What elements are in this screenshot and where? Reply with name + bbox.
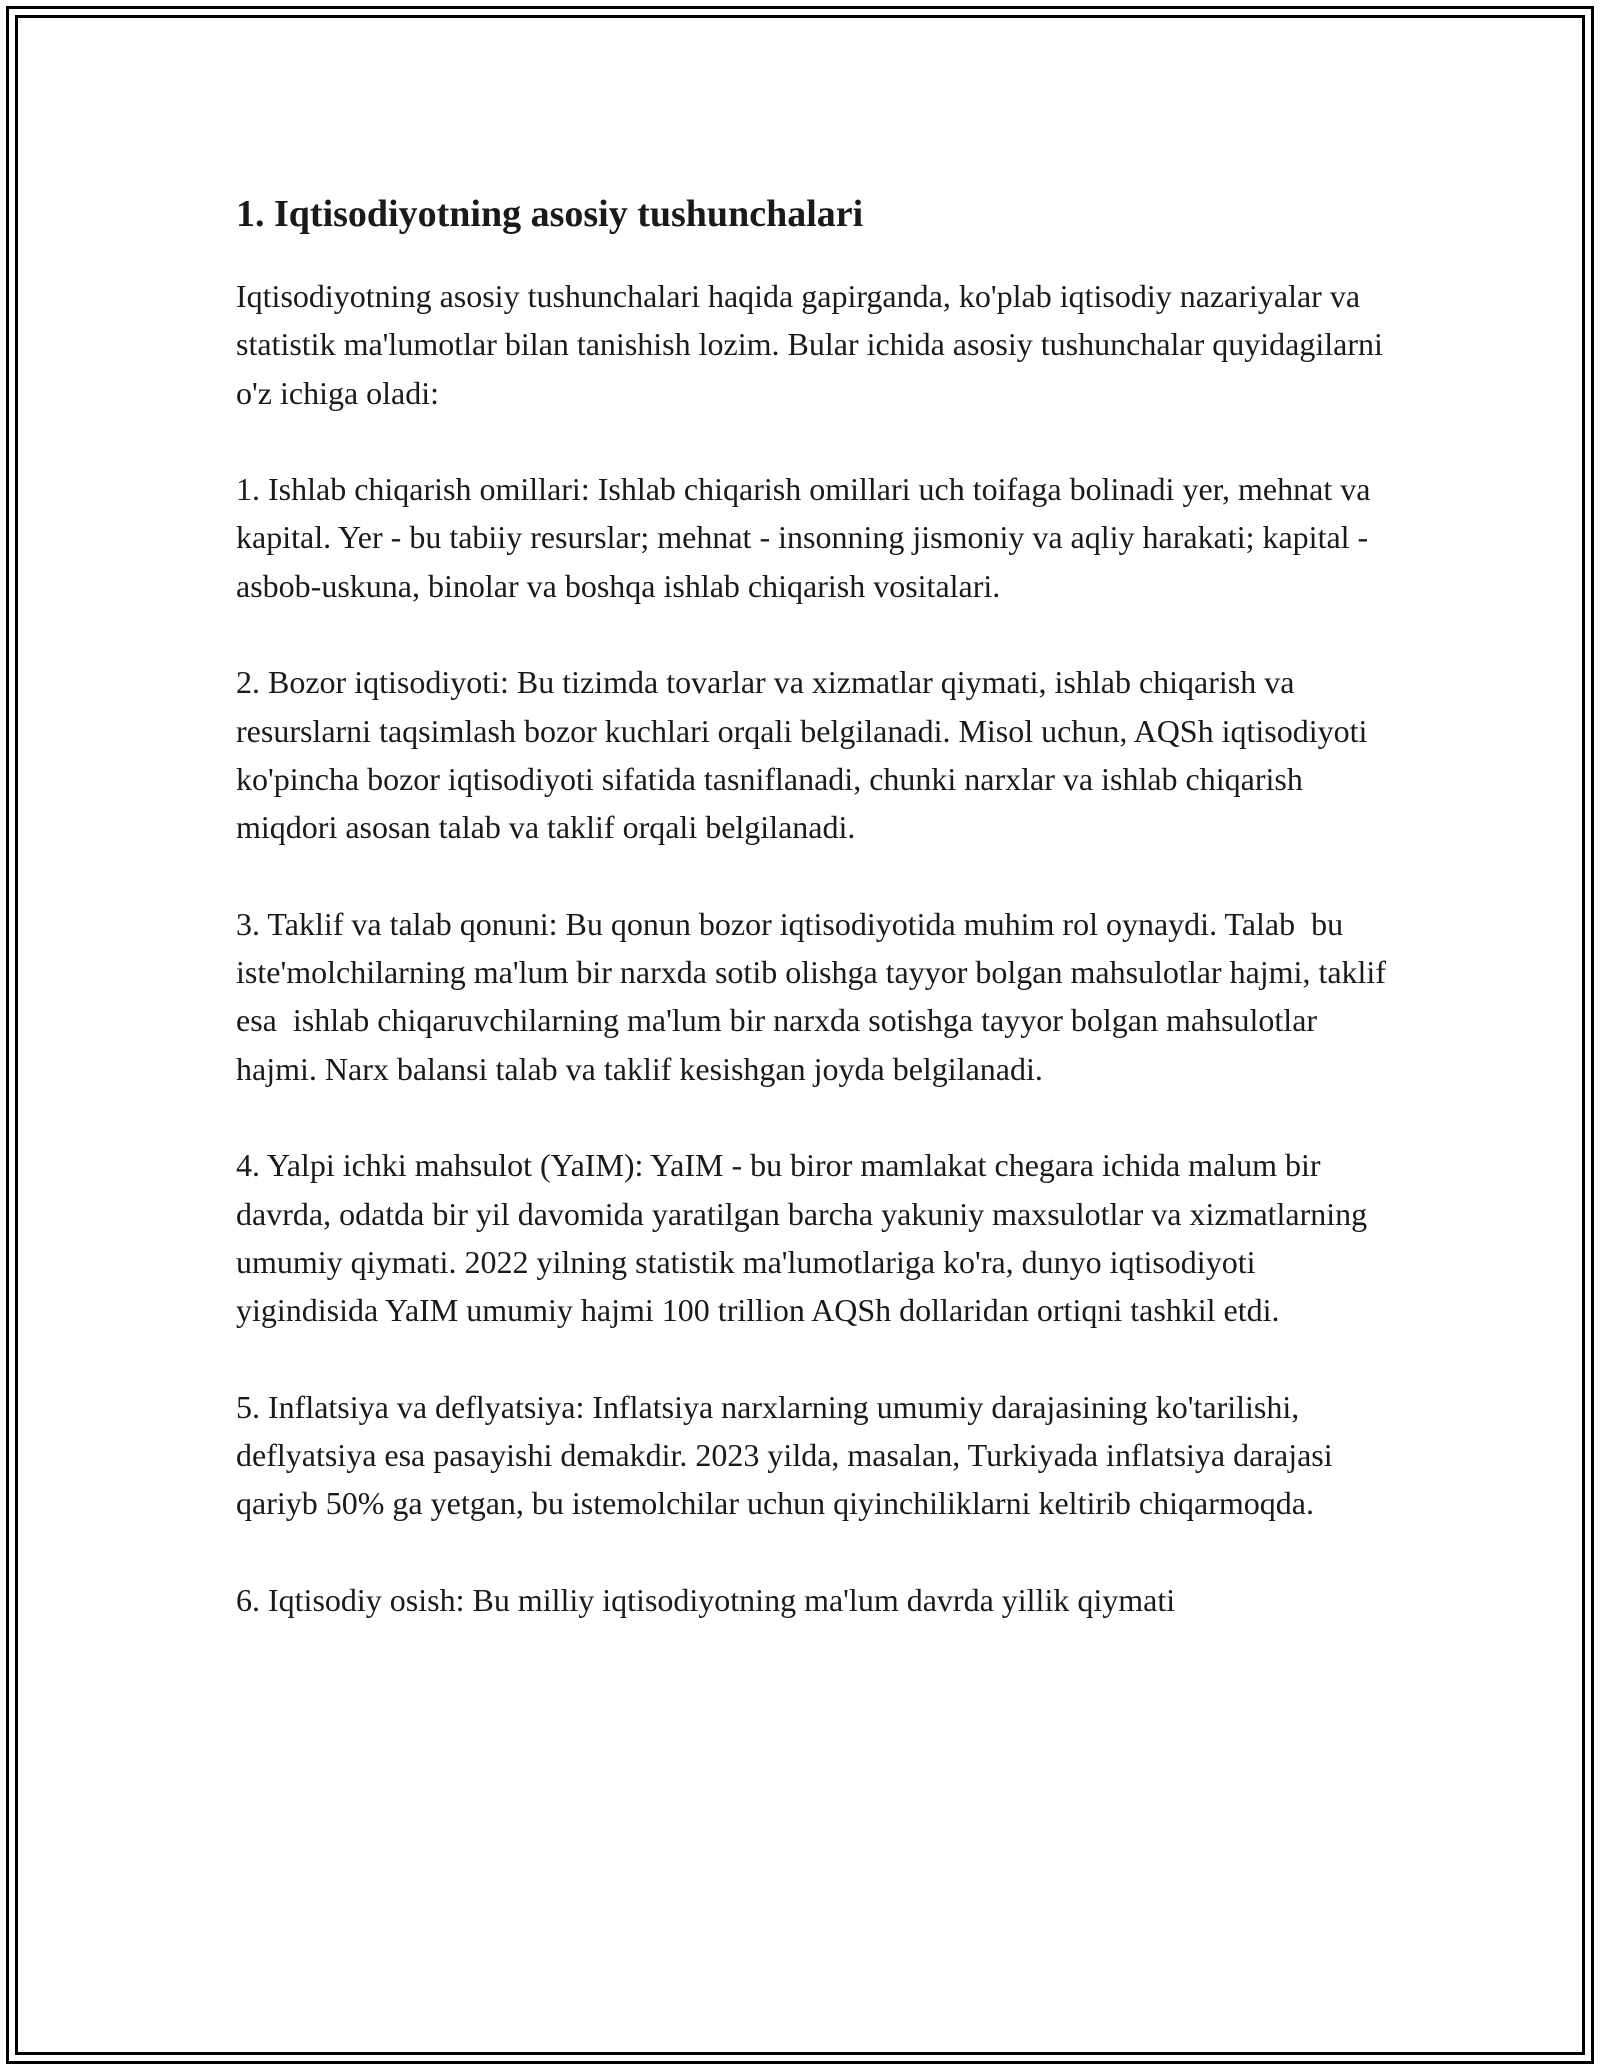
paragraph-gdp: 4. Yalpi ichki mahsulot (YaIM): YaIM - bu biror mamlakat chegara ichida malum bir davrda, odatda bir yil davomida yaratilgan barcha yakuniy maxsulotlar va xizmatlarning umumiy qiymati. 2022 yilning statistik ma'lumotlariga ko'ra, dunyo iqtisodiyoti yigindisida YaIM umumiy hajmi 100 trillion AQSh dollaridan ortiqni tashkil etdi. [236, 1147, 1376, 1329]
intro-paragraph: Iqtisodiyotning asosiy tushunchalari haqida gapirganda, ko'plab iqtisodiy nazariyalar va statistik ma'lumotlar bilan tanishish lozim. Bular ichida asosiy tushunchalar quyidagilarni o'z ichiga oladi: [236, 278, 1391, 411]
paragraph-production-factors: 1. Ishlab chiqarish omillari: Ishlab chiqarish omillari uch toifaga bolinadi yer, mehnat va kapital. Yer - bu tabiiy resurslar; mehnat - insonning jismoniy va aqliy harakati; kapital - asbob-uskuna, binolar va boshqa ishlab chiqarish vositalari. [236, 471, 1379, 604]
paragraph-market-economy: 2. Bozor iqtisodiyoti: Bu tizimda tovarlar va xizmatlar qiymati, ishlab chiqarish va resurslarni taqsimlash bozor kuchlari orqali belgilanadi. Misol uchun, AQSh iqtisodiyoti ko'pincha bozor iqtisodiyoti sifatida tasniflanadi, chunki narxlar va ishlab chiqarish miqdori asosan talab va taklif orqali belgilanadi. [236, 664, 1376, 846]
paragraph-supply-demand: 3. Taklif va talab qonuni: Bu qonun bozor iqtisodiyotida muhim rol oynaydi. Talab bu iste'molchilarning ma'lum bir narxda sotib olishga tayyor bolgan mahsulotlar hajmi, taklif esa ishlab chiqaruvchilarning ma'lum bir narxda sotishga tayyor bolgan mahsulotlar hajmi. Narx balansi talab va taklif kesishgan joyda belgilanadi. [236, 905, 1394, 1087]
paragraph-economic-growth: 6. Iqtisodiy osish: Bu milliy iqtisodiyotning ma'lum davrda yillik qiymati [236, 1582, 1176, 1619]
paragraph-inflation: 5. Inflatsiya va deflyatsiya: Inflatsiya narxlarning umumiy darajasining ko'tarilishi, deflyatsiya esa pasayishi demakdir. 2023 yilda, masalan, Turkiyada inflatsiya darajasi qariyb 50% ga yetgan, bu istemolchilar uchun qiyinchiliklarni keltirib chiqarmoqda. [236, 1388, 1341, 1522]
document-body [236, 186, 1394, 1673]
section-title: 1. Iqtisodiyotning asosiy tushunchalari [236, 193, 864, 235]
